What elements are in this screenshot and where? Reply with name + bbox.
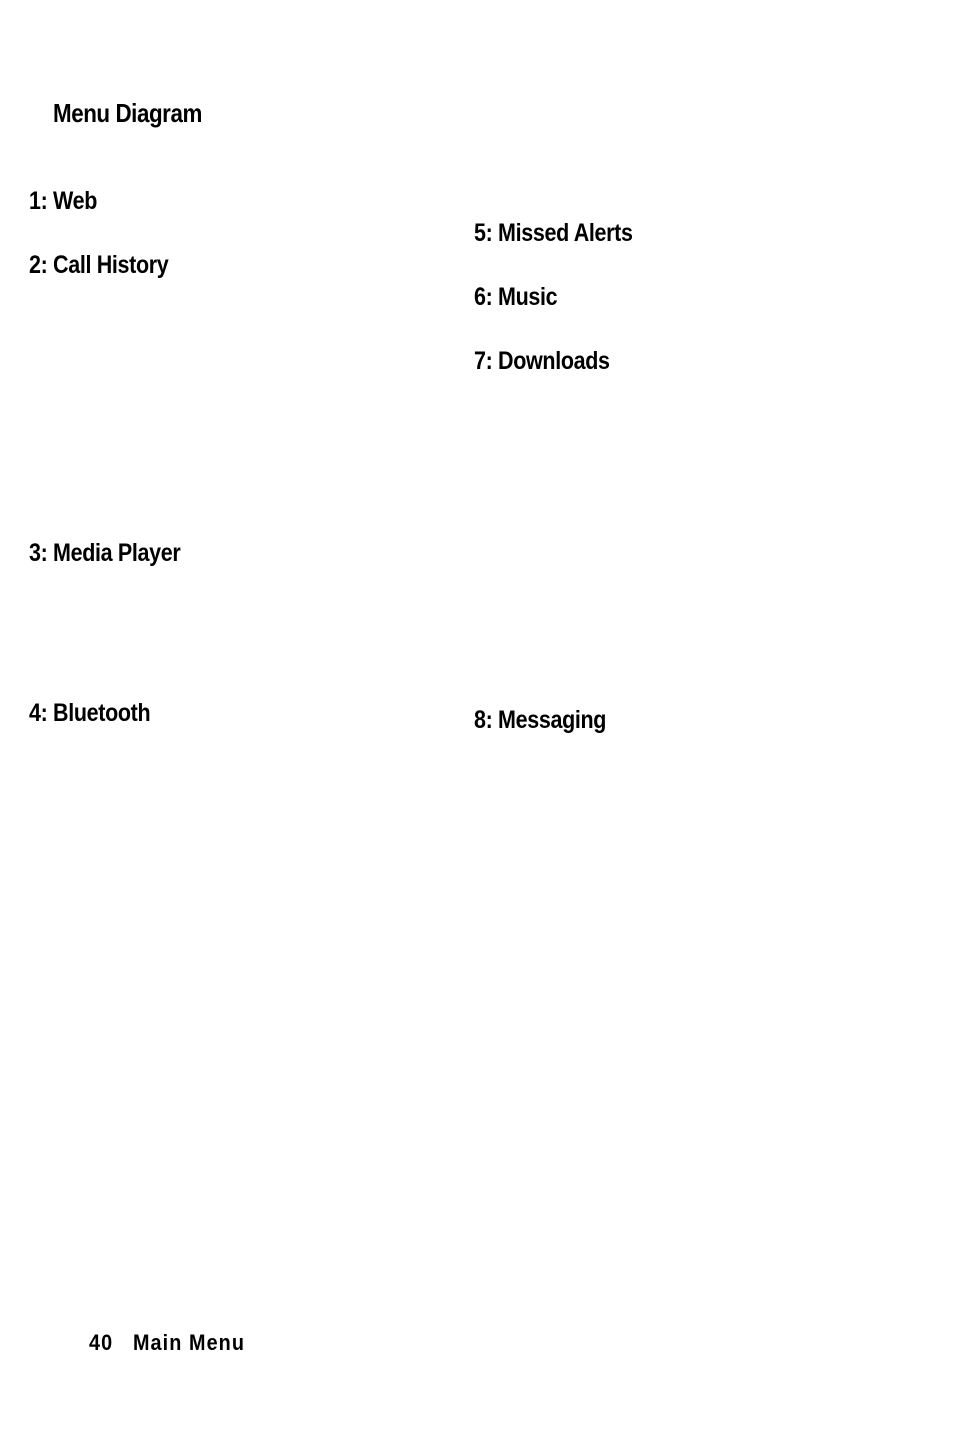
menu-item-downloads: 7: Downloads [474,347,610,375]
page-number: 40 [89,1330,114,1355]
menu-item-call-history: 2: Call History [29,251,169,279]
menu-item-web: 1: Web [29,187,98,215]
menu-item-missed-alerts: 5: Missed Alerts [474,219,633,247]
menu-item-bluetooth: 4: Bluetooth [29,699,151,727]
page-footer [89,1330,245,1356]
page-heading: Menu Diagram [53,98,202,128]
menu-item-messaging: 8: Messaging [474,706,607,734]
menu-item-music: 6: Music [474,283,558,311]
section-title: Main Menu [132,1330,246,1355]
menu-item-media-player: 3: Media Player [29,539,181,567]
